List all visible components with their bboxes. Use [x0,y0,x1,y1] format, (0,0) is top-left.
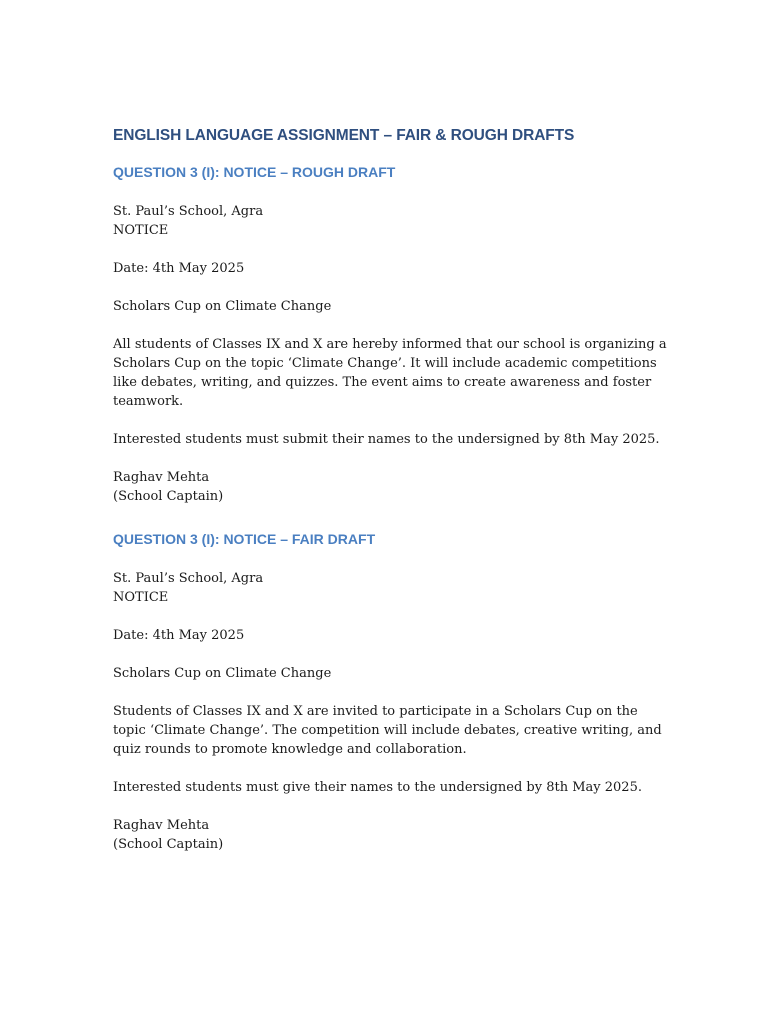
rough-subject: Scholars Cup on Climate Change [113,299,332,314]
fair-draft-section [113,529,673,854]
fair-header-block [113,569,673,607]
fair-signature [113,816,673,854]
fair-notice-label: NOTICE [113,590,169,605]
rough-signatory-title: (School Captain) [113,489,224,504]
rough-draft-heading: QUESTION 3 (I): NOTICE – ROUGH DRAFT [113,164,396,180]
rough-draft-section [113,162,673,506]
rough-instruction: Interested students must submit their names to the undersigned by 8th May 2025. [113,432,660,447]
fair-subject: Scholars Cup on Climate Change [113,666,332,681]
fair-body: Students of Classes IX and X are invited to participate in a Scholars Cup on the topic ‘Climate Change’. The competition will include debates, creative writing, and quiz rounds to promote knowledge and collaboration. [113,704,662,757]
document-page [113,126,673,854]
rough-notice-label: NOTICE [113,223,169,238]
fair-draft-heading: QUESTION 3 (I): NOTICE – FAIR DRAFT [113,531,376,547]
fair-instruction: Interested students must give their names to the undersigned by 8th May 2025. [113,780,642,795]
document-title: ENGLISH LANGUAGE ASSIGNMENT – FAIR & ROUGH DRAFTS [113,127,575,144]
rough-school-name: St. Paul’s School, Agra [113,204,264,219]
rough-date: Date: 4th May 2025 [113,261,245,276]
rough-signatory-name: Raghav Mehta [113,470,210,485]
fair-signatory-name: Raghav Mehta [113,818,210,833]
rough-header-block [113,202,673,240]
fair-school-name: St. Paul’s School, Agra [113,571,264,586]
rough-body: All students of Classes IX and X are hereby informed that our school is organizing a Scholars Cup on the topic ‘Climate Change’. It will include academic competitions like debates, writing, and quizzes. The event aims to create awareness and foster teamwork. [113,337,667,409]
fair-date: Date: 4th May 2025 [113,628,245,643]
fair-signatory-title: (School Captain) [113,837,224,852]
rough-signature [113,468,673,506]
